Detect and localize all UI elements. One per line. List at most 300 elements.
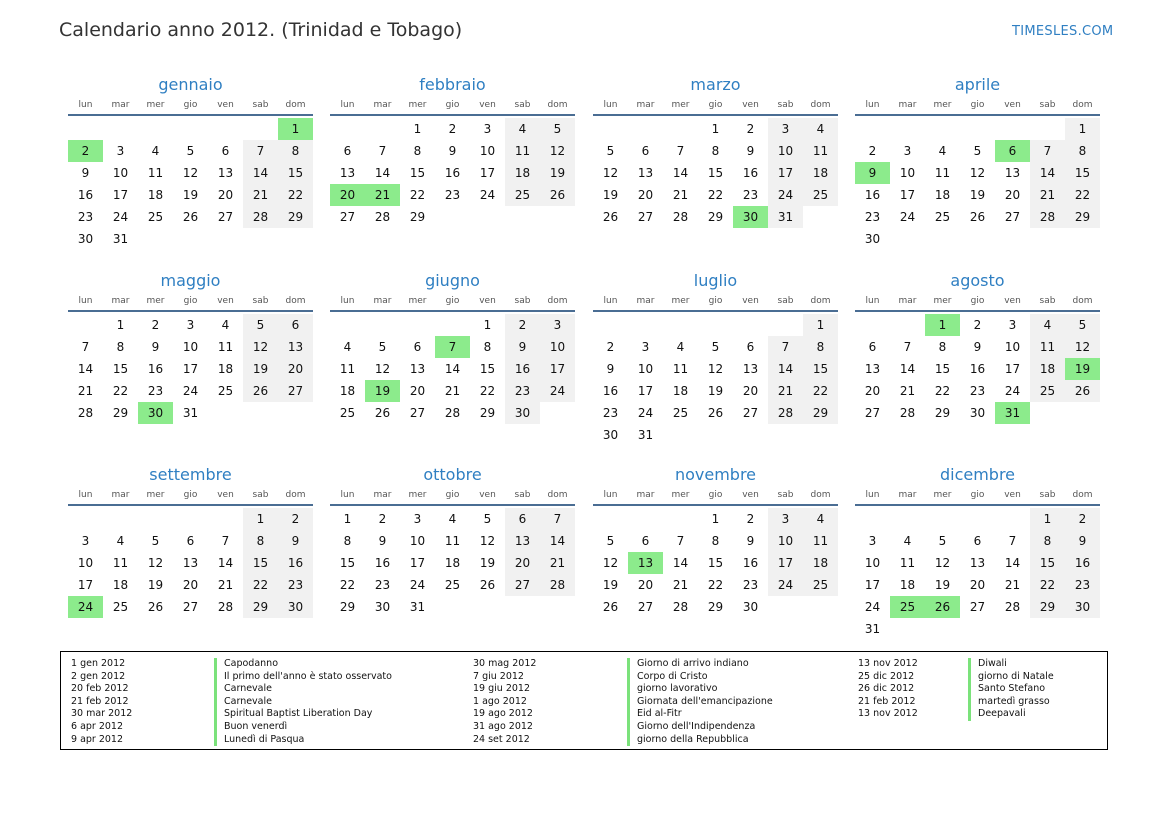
day-cell: 23 — [77, 210, 94, 224]
day-cell: 9 — [606, 362, 615, 376]
day-cell: 23 — [444, 188, 461, 202]
holiday-date: 21 feb 2012 — [71, 695, 129, 707]
day-cell: 2 — [973, 318, 982, 332]
day-cell: 13 — [505, 530, 540, 552]
day-grid — [855, 314, 1100, 424]
day-cell: 1 — [243, 508, 278, 530]
weekday-label: lun — [603, 490, 618, 500]
day-cell: 17 — [768, 552, 803, 574]
day-cell: 22 — [409, 188, 426, 202]
day-cell: 11 — [505, 140, 540, 162]
day-cell: 30 — [1065, 596, 1100, 618]
day-cell: 4 — [151, 144, 160, 158]
day-cell: 22 — [1030, 574, 1065, 596]
holiday-day: 30 — [733, 206, 768, 228]
day-cell: 7 — [903, 340, 912, 354]
day-cell: 17 — [1004, 362, 1021, 376]
holiday-name: Giorno di arrivo indiano — [627, 658, 773, 671]
day-cell: 25 — [217, 384, 234, 398]
weekday-header — [330, 292, 575, 312]
day-cell: 4 — [116, 534, 125, 548]
day-cell: 13 — [742, 362, 759, 376]
day-cell: 18 — [803, 552, 838, 574]
day-cell: 6 — [868, 340, 877, 354]
day-cell: 5 — [483, 512, 492, 526]
holiday-name: Santo Stefano — [968, 683, 1054, 696]
brand-link[interactable]: TIMESLES.COM — [1012, 24, 1114, 39]
day-cell: 27 — [969, 600, 986, 614]
weekday-label: mer — [933, 100, 952, 110]
day-cell: 15 — [707, 166, 724, 180]
day-cell: 3 — [81, 534, 90, 548]
day-cell: 28 — [374, 210, 391, 224]
month-title: settembre — [149, 465, 232, 484]
day-cell: 4 — [903, 534, 912, 548]
day-cell: 17 — [479, 166, 496, 180]
weekday-label: gio — [445, 296, 460, 306]
day-cell: 6 — [221, 144, 230, 158]
weekday-label: lun — [603, 296, 618, 306]
weekday-label: lun — [340, 490, 355, 500]
day-cell: 5 — [378, 340, 387, 354]
month-title: gennaio — [158, 75, 223, 94]
weekday-label: gio — [970, 100, 985, 110]
weekday-label: dom — [1072, 490, 1093, 500]
day-cell: 27 — [278, 380, 313, 402]
holiday-date: 6 apr 2012 — [71, 720, 124, 732]
day-cell: 21 — [899, 384, 916, 398]
empty-cell — [855, 508, 890, 530]
day-cell: 25 — [339, 406, 356, 420]
month-title: novembre — [674, 465, 757, 484]
weekday-label: sab — [514, 296, 531, 306]
holiday-name: giorno della Repubblica — [627, 734, 773, 747]
day-cell: 9 — [448, 144, 457, 158]
day-cell: 16 — [1065, 552, 1100, 574]
day-cell: 31 — [112, 232, 129, 246]
weekday-header — [855, 96, 1100, 116]
day-cell: 24 — [768, 184, 803, 206]
day-cell: 2 — [278, 508, 313, 530]
day-cell: 27 — [637, 600, 654, 614]
day-cell: 4 — [938, 144, 947, 158]
weekday-label: gio — [183, 490, 198, 500]
day-cell: 10 — [112, 166, 129, 180]
holiday-name: Giornata dell'emancipazione — [627, 696, 773, 709]
day-cell: 17 — [864, 578, 881, 592]
day-cell: 21 — [1004, 578, 1021, 592]
month-giugno — [330, 270, 575, 424]
holiday-date: 13 nov 2012 — [858, 708, 918, 720]
day-cell: 6 — [641, 534, 650, 548]
weekday-label: dom — [810, 490, 831, 500]
weekday-label: dom — [285, 296, 306, 306]
page-title: Calendario anno 2012. (Trinidad e Tobago) — [59, 19, 463, 41]
holiday-day: 24 — [68, 596, 103, 618]
day-cell: 19 — [707, 384, 724, 398]
holiday-name: giorno lavorativo — [627, 683, 773, 696]
empty-cell — [435, 314, 470, 336]
day-cell: 17 — [637, 384, 654, 398]
weekday-label: sab — [514, 100, 531, 110]
day-cell: 16 — [969, 362, 986, 376]
day-cell: 21 — [540, 552, 575, 574]
day-cell: 23 — [374, 578, 391, 592]
day-cell: 7 — [1030, 140, 1065, 162]
holiday-name: Diwali — [968, 658, 1054, 671]
holiday-name: Lunedì di Pasqua — [214, 734, 392, 747]
day-cell: 4 — [221, 318, 230, 332]
holiday-day: 19 — [1065, 358, 1100, 380]
day-grid — [593, 314, 838, 446]
day-cell: 16 — [278, 552, 313, 574]
day-cell: 13 — [278, 336, 313, 358]
holiday-names-column — [968, 658, 1054, 721]
weekday-label: gio — [183, 100, 198, 110]
day-cell: 13 — [864, 362, 881, 376]
day-cell: 1 — [803, 314, 838, 336]
day-cell: 12 — [243, 336, 278, 358]
month-aprile — [855, 74, 1100, 250]
day-cell: 3 — [868, 534, 877, 548]
day-cell: 19 — [969, 188, 986, 202]
month-ottobre — [330, 464, 575, 618]
holiday-day: 30 — [138, 402, 173, 424]
weekday-header — [593, 96, 838, 116]
day-cell: 6 — [413, 340, 422, 354]
day-cell: 5 — [186, 144, 195, 158]
weekday-header — [593, 292, 838, 312]
day-cell: 12 — [707, 362, 724, 376]
day-cell: 18 — [444, 556, 461, 570]
day-cell: 30 — [969, 406, 986, 420]
day-cell: 20 — [742, 384, 759, 398]
day-cell: 29 — [803, 402, 838, 424]
day-cell: 10 — [1004, 340, 1021, 354]
day-cell: 16 — [374, 556, 391, 570]
day-cell: 11 — [444, 534, 461, 548]
day-cell: 29 — [1065, 206, 1100, 228]
day-cell: 1 — [413, 122, 422, 136]
day-cell: 18 — [147, 188, 164, 202]
holiday-date: 25 dic 2012 — [858, 670, 915, 682]
day-cell: 22 — [479, 384, 496, 398]
day-cell: 25 — [1030, 380, 1065, 402]
day-cell: 16 — [742, 166, 759, 180]
day-cell: 23 — [278, 574, 313, 596]
day-cell: 16 — [77, 188, 94, 202]
holiday-day: 9 — [855, 162, 890, 184]
day-cell: 24 — [182, 384, 199, 398]
day-cell: 22 — [339, 578, 356, 592]
day-cell: 9 — [746, 144, 755, 158]
day-cell: 20 — [505, 552, 540, 574]
day-cell: 10 — [864, 556, 881, 570]
empty-cell — [890, 314, 925, 336]
day-cell: 25 — [803, 574, 838, 596]
weekday-label: ven — [479, 296, 496, 306]
day-cell: 3 — [1008, 318, 1017, 332]
weekday-label: sab — [777, 296, 794, 306]
day-cell: 11 — [339, 362, 356, 376]
holiday-names-column — [214, 658, 392, 746]
holiday-day: 6 — [995, 140, 1030, 162]
day-cell: 20 — [637, 188, 654, 202]
holiday-day: 25 — [890, 596, 925, 618]
weekday-label: ven — [217, 100, 234, 110]
weekday-label: lun — [78, 490, 93, 500]
weekday-label: sab — [514, 490, 531, 500]
holiday-day: 1 — [925, 314, 960, 336]
holiday-list — [60, 651, 1108, 750]
day-cell: 5 — [606, 534, 615, 548]
empty-cell — [1030, 118, 1065, 140]
day-cell: 25 — [444, 578, 461, 592]
day-cell: 2 — [746, 122, 755, 136]
day-cell: 10 — [540, 336, 575, 358]
day-cell: 15 — [409, 166, 426, 180]
empty-cell — [995, 508, 1030, 530]
day-cell: 8 — [938, 340, 947, 354]
day-cell: 28 — [1030, 206, 1065, 228]
holiday-day: 20 — [330, 184, 365, 206]
month-title: maggio — [160, 271, 221, 290]
weekday-label: lun — [340, 296, 355, 306]
weekday-label: gio — [445, 100, 460, 110]
weekday-label: dom — [547, 100, 568, 110]
holiday-day: 1 — [278, 118, 313, 140]
day-cell: 25 — [672, 406, 689, 420]
day-cell: 24 — [1004, 384, 1021, 398]
day-cell: 28 — [899, 406, 916, 420]
day-cell: 7 — [676, 534, 685, 548]
day-cell: 5 — [973, 144, 982, 158]
weekday-label: lun — [865, 490, 880, 500]
day-cell: 26 — [479, 578, 496, 592]
holiday-date: 1 gen 2012 — [71, 658, 126, 669]
month-maggio — [68, 270, 313, 424]
day-cell: 4 — [803, 118, 838, 140]
holiday-date: 9 apr 2012 — [71, 733, 124, 745]
day-cell: 7 — [676, 144, 685, 158]
day-cell: 12 — [602, 166, 619, 180]
day-cell: 20 — [409, 384, 426, 398]
day-cell: 13 — [637, 166, 654, 180]
day-cell: 2 — [868, 144, 877, 158]
holiday-name: Carnevale — [214, 683, 392, 696]
day-grid — [330, 508, 575, 618]
holiday-date: 13 nov 2012 — [858, 658, 918, 669]
day-cell: 22 — [803, 380, 838, 402]
empty-cell — [365, 118, 400, 140]
day-cell: 29 — [112, 406, 129, 420]
month-gennaio — [68, 74, 313, 250]
holiday-date: 19 ago 2012 — [473, 708, 533, 720]
day-cell: 21 — [444, 384, 461, 398]
day-cell: 2 — [505, 314, 540, 336]
day-cell: 1 — [711, 122, 720, 136]
holiday-day: 7 — [435, 336, 470, 358]
day-cell: 24 — [864, 600, 881, 614]
weekday-label: gio — [708, 100, 723, 110]
day-cell: 10 — [77, 556, 94, 570]
day-cell: 28 — [217, 600, 234, 614]
empty-cell — [593, 508, 628, 530]
weekday-label: lun — [340, 100, 355, 110]
weekday-label: sab — [1039, 490, 1056, 500]
empty-cell — [68, 314, 103, 336]
day-cell: 24 — [637, 406, 654, 420]
day-cell: 7 — [1008, 534, 1017, 548]
weekday-label: mer — [933, 490, 952, 500]
day-cell: 9 — [378, 534, 387, 548]
day-cell: 4 — [676, 340, 685, 354]
weekday-label: sab — [777, 100, 794, 110]
weekday-label: sab — [1039, 100, 1056, 110]
holiday-day: 26 — [925, 596, 960, 618]
holiday-day: 31 — [995, 402, 1030, 424]
weekday-label: mar — [111, 100, 130, 110]
day-cell: 24 — [540, 380, 575, 402]
day-cell: 24 — [409, 578, 426, 592]
empty-cell — [663, 508, 698, 530]
day-cell: 11 — [934, 166, 951, 180]
day-cell: 8 — [343, 534, 352, 548]
weekday-header — [68, 486, 313, 506]
day-cell: 17 — [899, 188, 916, 202]
empty-cell — [365, 314, 400, 336]
day-cell: 20 — [864, 384, 881, 398]
weekday-label: mar — [111, 490, 130, 500]
day-cell: 30 — [505, 402, 540, 424]
day-cell: 30 — [278, 596, 313, 618]
weekday-label: dom — [285, 100, 306, 110]
day-cell: 25 — [505, 184, 540, 206]
weekday-header — [68, 292, 313, 312]
day-cell: 8 — [711, 534, 720, 548]
holiday-date: 1 ago 2012 — [473, 695, 527, 707]
day-cell: 17 — [768, 162, 803, 184]
weekday-header — [855, 486, 1100, 506]
day-cell: 21 — [217, 578, 234, 592]
weekday-header — [593, 486, 838, 506]
empty-cell — [960, 118, 995, 140]
day-cell: 6 — [973, 534, 982, 548]
day-cell: 23 — [1065, 574, 1100, 596]
day-cell: 27 — [637, 210, 654, 224]
day-cell: 12 — [602, 556, 619, 570]
day-cell: 12 — [934, 556, 951, 570]
empty-cell — [330, 118, 365, 140]
day-cell: 28 — [1004, 600, 1021, 614]
month-title: marzo — [690, 75, 741, 94]
day-cell: 20 — [217, 188, 234, 202]
empty-cell — [925, 508, 960, 530]
day-cell: 10 — [899, 166, 916, 180]
weekday-label: lun — [78, 100, 93, 110]
day-cell: 18 — [672, 384, 689, 398]
weekday-label: gio — [970, 296, 985, 306]
day-cell: 26 — [969, 210, 986, 224]
holiday-name: Buon venerdì — [214, 721, 392, 734]
day-cell: 18 — [217, 362, 234, 376]
day-cell: 7 — [81, 340, 90, 354]
day-cell: 11 — [1030, 336, 1065, 358]
day-cell: 1 — [116, 318, 125, 332]
month-title: aprile — [954, 75, 1001, 94]
day-cell: 14 — [672, 556, 689, 570]
empty-cell — [628, 118, 663, 140]
day-cell: 3 — [641, 340, 650, 354]
day-cell: 31 — [182, 406, 199, 420]
day-cell: 7 — [243, 140, 278, 162]
holiday-day: 2 — [68, 140, 103, 162]
weekday-label: dom — [547, 490, 568, 500]
holiday-date: 7 giu 2012 — [473, 670, 524, 682]
day-cell: 25 — [803, 184, 838, 206]
day-cell: 25 — [147, 210, 164, 224]
day-cell: 12 — [1065, 336, 1100, 358]
day-cell: 29 — [339, 600, 356, 614]
day-cell: 20 — [278, 358, 313, 380]
day-cell: 25 — [934, 210, 951, 224]
holiday-name: Capodanno — [214, 658, 392, 671]
day-cell: 24 — [479, 188, 496, 202]
day-cell: 2 — [448, 122, 457, 136]
day-cell: 3 — [186, 318, 195, 332]
day-cell: 4 — [505, 118, 540, 140]
day-cell: 8 — [116, 340, 125, 354]
empty-cell — [173, 118, 208, 140]
weekday-label: mer — [671, 296, 690, 306]
weekday-label: ven — [217, 490, 234, 500]
day-cell: 23 — [147, 384, 164, 398]
weekday-label: ven — [1004, 490, 1021, 500]
day-grid — [68, 118, 313, 250]
day-grid — [68, 314, 313, 424]
weekday-label: mer — [146, 296, 165, 306]
day-cell: 14 — [374, 166, 391, 180]
weekday-label: ven — [479, 490, 496, 500]
empty-cell — [103, 508, 138, 530]
day-cell: 5 — [243, 314, 278, 336]
day-cell: 18 — [803, 162, 838, 184]
weekday-label: ven — [1004, 296, 1021, 306]
empty-cell — [663, 314, 698, 336]
day-cell: 8 — [711, 144, 720, 158]
day-cell: 31 — [864, 622, 881, 636]
day-cell: 29 — [707, 600, 724, 614]
day-cell: 3 — [413, 512, 422, 526]
day-cell: 17 — [182, 362, 199, 376]
day-cell: 19 — [934, 578, 951, 592]
day-cell: 12 — [374, 362, 391, 376]
empty-cell — [663, 118, 698, 140]
weekday-label: mer — [933, 296, 952, 306]
day-cell: 5 — [1065, 314, 1100, 336]
day-cell: 7 — [540, 508, 575, 530]
empty-cell — [400, 314, 435, 336]
day-cell: 17 — [77, 578, 94, 592]
holiday-date: 20 feb 2012 — [71, 683, 129, 695]
day-cell: 27 — [339, 210, 356, 224]
day-cell: 19 — [182, 188, 199, 202]
day-cell: 19 — [243, 358, 278, 380]
weekday-label: mar — [373, 100, 392, 110]
day-cell: 9 — [973, 340, 982, 354]
day-cell: 10 — [479, 144, 496, 158]
day-cell: 12 — [147, 556, 164, 570]
